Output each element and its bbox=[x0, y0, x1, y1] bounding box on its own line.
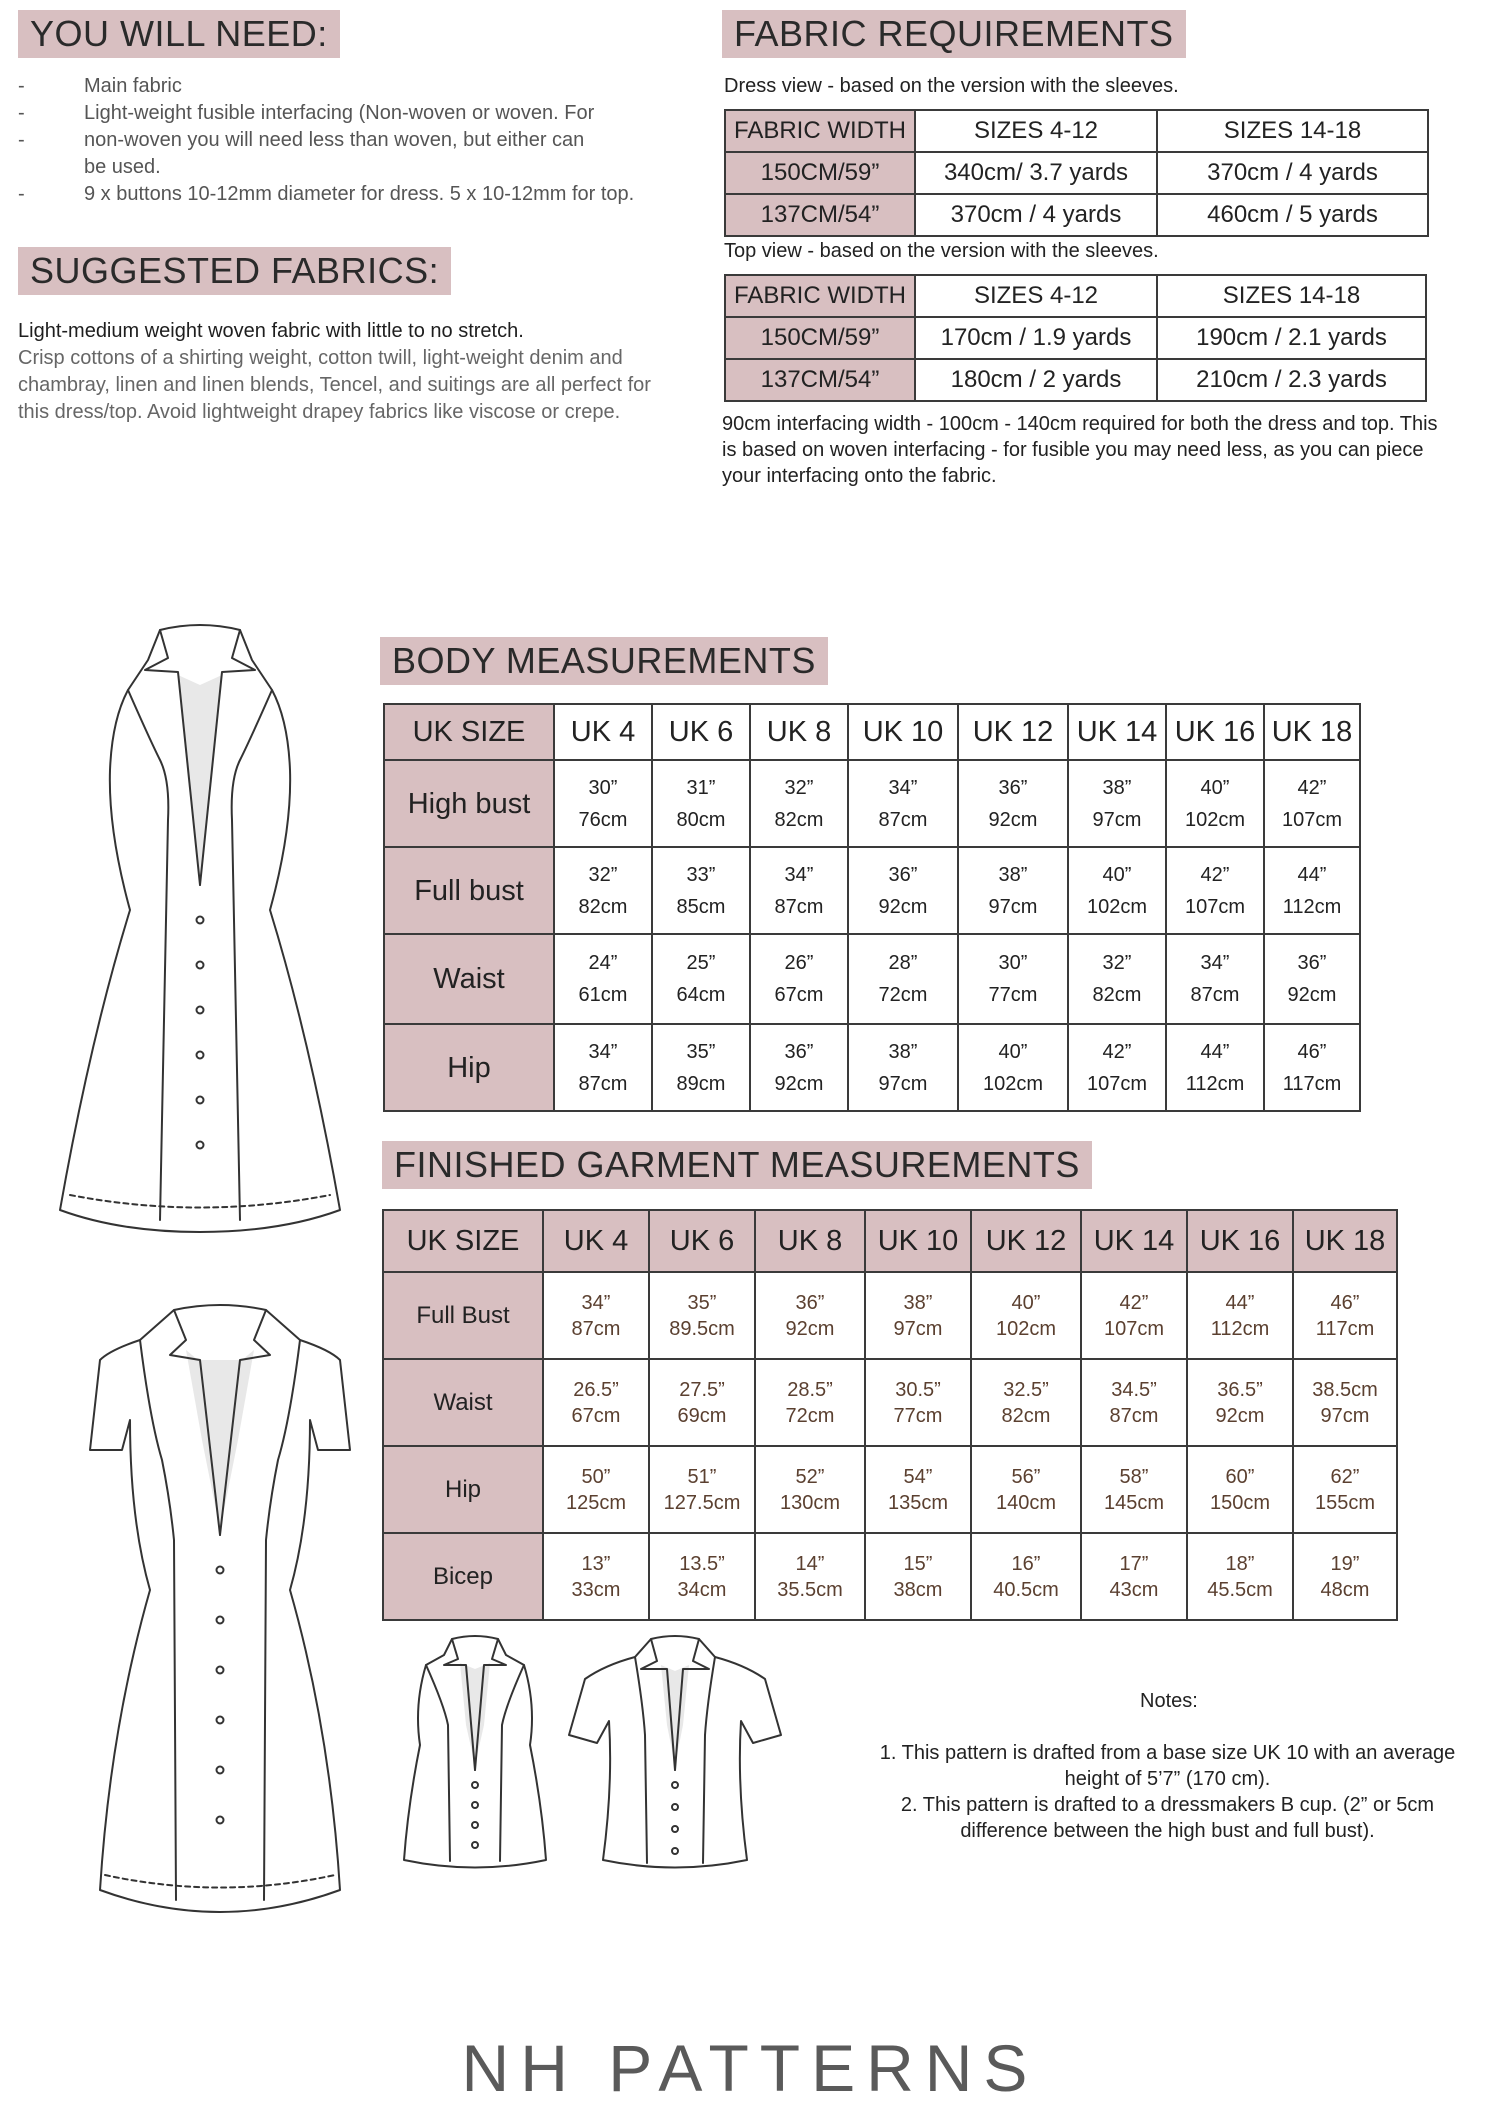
column-header: UK 16 bbox=[1187, 1210, 1293, 1272]
table-cell: 32” 82cm bbox=[1068, 934, 1166, 1024]
table-cell: 30.5” 77cm bbox=[865, 1359, 971, 1446]
column-header: UK 8 bbox=[755, 1210, 865, 1272]
sleeveless-top-illustration bbox=[400, 1635, 550, 1875]
dress-fabric-table bbox=[724, 109, 1429, 237]
row-label: 137CM/54” bbox=[725, 359, 915, 401]
row-label: Full Bust bbox=[383, 1272, 543, 1359]
table-cell: 33” 85cm bbox=[652, 847, 750, 934]
finished-garment-table bbox=[382, 1209, 1398, 1621]
table-row bbox=[384, 847, 1360, 934]
table-cell: 17” 43cm bbox=[1081, 1533, 1187, 1620]
column-header: FABRIC WIDTH bbox=[725, 110, 915, 152]
list-item: - 9 x buttons 10-12mm diameter for dress. 5 x 10-12mm for top. bbox=[18, 183, 635, 205]
table-cell: 52” 130cm bbox=[755, 1446, 865, 1533]
table-header-row bbox=[383, 1210, 1397, 1272]
row-label: Waist bbox=[384, 934, 554, 1024]
row-label: Bicep bbox=[383, 1533, 543, 1620]
note-item: 1. This pattern is drafted from a base size UK 10 with an average height of 5’7” (170 cm). bbox=[879, 1742, 1456, 1790]
table-cell: 26.5” 67cm bbox=[543, 1359, 649, 1446]
table-row bbox=[384, 760, 1360, 847]
column-header: SIZES 4-12 bbox=[915, 275, 1157, 317]
row-label: 150CM/59” bbox=[725, 317, 915, 359]
row-label: Hip bbox=[384, 1024, 554, 1111]
column-header: UK 12 bbox=[971, 1210, 1081, 1272]
table-row bbox=[383, 1359, 1397, 1446]
sleeved-top-illustration bbox=[565, 1635, 785, 1875]
table-cell: 35” 89.5cm bbox=[649, 1272, 755, 1359]
table-cell: 170cm / 1.9 yards bbox=[915, 317, 1157, 359]
table-cell: 40” 102cm bbox=[958, 1024, 1068, 1111]
column-header: UK 16 bbox=[1166, 704, 1264, 760]
table-cell: 370cm / 4 yards bbox=[1157, 152, 1428, 194]
table-row bbox=[383, 1446, 1397, 1533]
column-header: UK 4 bbox=[543, 1210, 649, 1272]
table-cell: 24” 61cm bbox=[554, 934, 652, 1024]
body-measurements-heading: BODY MEASUREMENTS bbox=[380, 637, 828, 685]
column-header: UK 10 bbox=[865, 1210, 971, 1272]
table-cell: 40” 102cm bbox=[971, 1272, 1081, 1359]
you-will-need-heading: YOU WILL NEED: bbox=[18, 10, 340, 58]
row-label: 137CM/54” bbox=[725, 194, 915, 236]
table-cell: 42” 107cm bbox=[1264, 760, 1360, 847]
table-cell: 44” 112cm bbox=[1187, 1272, 1293, 1359]
row-label: Hip bbox=[383, 1446, 543, 1533]
table-cell: 28.5” 72cm bbox=[755, 1359, 865, 1446]
table-cell: 46” 117cm bbox=[1293, 1272, 1397, 1359]
table-cell: 44” 112cm bbox=[1264, 847, 1360, 934]
table-cell: 36” 92cm bbox=[1264, 934, 1360, 1024]
top-view-caption: Top view - based on the version with the sleeves. bbox=[724, 240, 1159, 262]
table-row bbox=[383, 1533, 1397, 1620]
interfacing-note: 90cm interfacing width - 100cm - 140cm required for both the dress and top. This is based on woven interfacing - for fusible you may need less, as you can piece your interfacing onto the fabric. bbox=[722, 413, 1438, 487]
sleeveless-dress-illustration bbox=[40, 620, 340, 1240]
table-row bbox=[384, 1024, 1360, 1111]
suggested-fabrics-text bbox=[18, 318, 658, 426]
table-cell: 18” 45.5cm bbox=[1187, 1533, 1293, 1620]
table-cell: 36.5” 92cm bbox=[1187, 1359, 1293, 1446]
table-row bbox=[725, 317, 1426, 359]
table-cell: 60” 150cm bbox=[1187, 1446, 1293, 1533]
table-cell: 16” 40.5cm bbox=[971, 1533, 1081, 1620]
table-cell: 32.5” 82cm bbox=[971, 1359, 1081, 1446]
table-cell: 36” 92cm bbox=[958, 760, 1068, 847]
table-cell: 38.5cm 97cm bbox=[1293, 1359, 1397, 1446]
row-label: Full bust bbox=[384, 847, 554, 934]
table-cell: 34” 87cm bbox=[554, 1024, 652, 1111]
table-cell: 32” 82cm bbox=[554, 847, 652, 934]
table-cell: 38” 97cm bbox=[1068, 760, 1166, 847]
list-item: be used. bbox=[84, 156, 161, 178]
table-row bbox=[725, 194, 1428, 236]
table-cell: 34” 87cm bbox=[848, 760, 958, 847]
table-cell: 28” 72cm bbox=[848, 934, 958, 1024]
column-header: UK 14 bbox=[1068, 704, 1166, 760]
column-header: UK 18 bbox=[1264, 704, 1360, 760]
fabric-requirements-heading: FABRIC REQUIREMENTS bbox=[722, 10, 1186, 58]
table-row bbox=[725, 152, 1428, 194]
table-cell: 38” 97cm bbox=[865, 1272, 971, 1359]
table-cell: 58” 145cm bbox=[1081, 1446, 1187, 1533]
you-will-need-list bbox=[18, 73, 718, 208]
suggested-fabrics-heading: SUGGESTED FABRICS: bbox=[18, 247, 451, 295]
table-cell: 40” 102cm bbox=[1166, 760, 1264, 847]
table-cell: 210cm / 2.3 yards bbox=[1157, 359, 1426, 401]
table-cell: 36” 92cm bbox=[750, 1024, 848, 1111]
column-header: SIZES 14-18 bbox=[1157, 275, 1426, 317]
list-item: - Light-weight fusible interfacing (Non-woven or woven. For bbox=[18, 102, 595, 124]
table-cell: 35” 89cm bbox=[652, 1024, 750, 1111]
column-header: UK 6 bbox=[649, 1210, 755, 1272]
column-header: UK 6 bbox=[652, 704, 750, 760]
column-header: UK SIZE bbox=[384, 704, 554, 760]
table-cell: 31” 80cm bbox=[652, 760, 750, 847]
table-cell: 51” 127.5cm bbox=[649, 1446, 755, 1533]
table-row bbox=[384, 934, 1360, 1024]
table-cell: 34.5” 87cm bbox=[1081, 1359, 1187, 1446]
list-item: - non-woven you will need less than woven, but either can bbox=[18, 129, 585, 151]
table-cell: 36” 92cm bbox=[848, 847, 958, 934]
table-cell: 36” 92cm bbox=[755, 1272, 865, 1359]
table-cell: 14” 35.5cm bbox=[755, 1533, 865, 1620]
table-cell: 26” 67cm bbox=[750, 934, 848, 1024]
suggested-fabrics-lead: Light-medium weight woven fabric with little to no stretch. bbox=[18, 320, 524, 342]
table-cell: 44” 112cm bbox=[1166, 1024, 1264, 1111]
finished-garment-heading: FINISHED GARMENT MEASUREMENTS bbox=[382, 1141, 1092, 1189]
table-cell: 30” 77cm bbox=[958, 934, 1068, 1024]
table-cell: 190cm / 2.1 yards bbox=[1157, 317, 1426, 359]
table-cell: 460cm / 5 yards bbox=[1157, 194, 1428, 236]
top-fabric-table bbox=[724, 274, 1427, 402]
table-cell: 25” 64cm bbox=[652, 934, 750, 1024]
notes-title: Notes: bbox=[1140, 1690, 1198, 1712]
table-cell: 40” 102cm bbox=[1068, 847, 1166, 934]
column-header: SIZES 14-18 bbox=[1157, 110, 1428, 152]
table-cell: 13” 33cm bbox=[543, 1533, 649, 1620]
column-header: UK 12 bbox=[958, 704, 1068, 760]
note-item: 2. This pattern is drafted to a dressmakers B cup. (2” or 5cm difference between the high bust and full bust). bbox=[900, 1794, 1435, 1842]
table-cell: 34” 87cm bbox=[1166, 934, 1264, 1024]
table-cell: 13.5” 34cm bbox=[649, 1533, 755, 1620]
table-cell: 27.5” 69cm bbox=[649, 1359, 755, 1446]
table-cell: 42” 107cm bbox=[1166, 847, 1264, 934]
table-header-row bbox=[384, 704, 1360, 760]
table-cell: 19” 48cm bbox=[1293, 1533, 1397, 1620]
table-header-row bbox=[725, 275, 1426, 317]
table-cell: 340cm/ 3.7 yards bbox=[915, 152, 1157, 194]
table-cell: 30” 76cm bbox=[554, 760, 652, 847]
table-cell: 42” 107cm bbox=[1068, 1024, 1166, 1111]
column-header: UK 14 bbox=[1081, 1210, 1187, 1272]
table-cell: 370cm / 4 yards bbox=[915, 194, 1157, 236]
row-label: 150CM/59” bbox=[725, 152, 915, 194]
table-cell: 32” 82cm bbox=[750, 760, 848, 847]
column-header: FABRIC WIDTH bbox=[725, 275, 915, 317]
dress-view-caption: Dress view - based on the version with the sleeves. bbox=[724, 75, 1179, 97]
column-header: UK SIZE bbox=[383, 1210, 543, 1272]
column-header: UK 8 bbox=[750, 704, 848, 760]
table-cell: 42” 107cm bbox=[1081, 1272, 1187, 1359]
column-header: UK 18 bbox=[1293, 1210, 1397, 1272]
table-cell: 15” 38cm bbox=[865, 1533, 971, 1620]
table-cell: 54” 135cm bbox=[865, 1446, 971, 1533]
column-header: UK 4 bbox=[554, 704, 652, 760]
brand-logo: NH PATTERNS bbox=[461, 2031, 1039, 2105]
table-cell: 62” 155cm bbox=[1293, 1446, 1397, 1533]
body-measurements-table bbox=[383, 703, 1361, 1112]
row-label: Waist bbox=[383, 1359, 543, 1446]
row-label: High bust bbox=[384, 760, 554, 847]
table-cell: 34” 87cm bbox=[750, 847, 848, 934]
table-header-row bbox=[725, 110, 1428, 152]
list-item: - Main fabric bbox=[18, 75, 182, 97]
sleeved-dress-illustration bbox=[90, 1300, 350, 1920]
table-row bbox=[383, 1272, 1397, 1359]
suggested-fabrics-body: Crisp cottons of a shirting weight, cotton twill, light-weight denim and chambray, linen and linen blends, Tencel, and suitings are all perfect for this dress/top. Avoid lightweight drapey fabrics like viscose or crepe. bbox=[18, 347, 651, 423]
table-cell: 38” 97cm bbox=[848, 1024, 958, 1111]
column-header: UK 10 bbox=[848, 704, 958, 760]
table-cell: 50” 125cm bbox=[543, 1446, 649, 1533]
column-header: SIZES 4-12 bbox=[915, 110, 1157, 152]
table-row bbox=[725, 359, 1426, 401]
table-cell: 34” 87cm bbox=[543, 1272, 649, 1359]
table-cell: 46” 117cm bbox=[1264, 1024, 1360, 1111]
table-cell: 180cm / 2 yards bbox=[915, 359, 1157, 401]
table-cell: 38” 97cm bbox=[958, 847, 1068, 934]
table-cell: 56” 140cm bbox=[971, 1446, 1081, 1533]
